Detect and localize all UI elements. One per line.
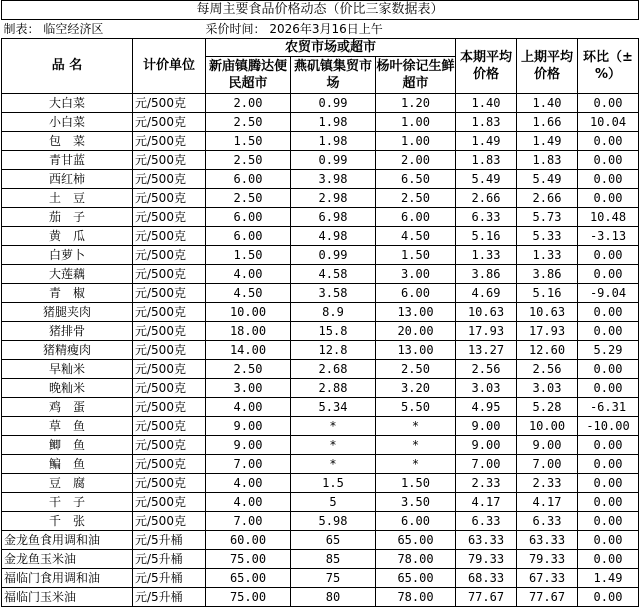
current-avg: 1.33	[456, 246, 517, 265]
survey-time: 采价时间： 2026年3月16日上午	[206, 20, 639, 39]
market3-price: 6.00	[376, 512, 456, 531]
table-row	[2, 531, 639, 550]
unit: 元/5升桶	[133, 588, 206, 607]
change-percent: 0.00	[578, 493, 639, 512]
market1-price: 6.00	[206, 208, 291, 227]
item-name: 豆 腐	[2, 474, 133, 493]
market3-price: 6.00	[376, 284, 456, 303]
unit: 元/500克	[133, 284, 206, 303]
market2-price: 1.5	[291, 474, 376, 493]
previous-avg: 2.56	[517, 360, 578, 379]
change-percent: -9.04	[578, 284, 639, 303]
header-name: 品 名	[2, 39, 133, 94]
table-row	[2, 341, 639, 360]
market1-price: 2.00	[206, 94, 291, 113]
change-percent: 10.48	[578, 208, 639, 227]
unit: 元/500克	[133, 208, 206, 227]
table-row	[2, 208, 639, 227]
item-name: 草 鱼	[2, 417, 133, 436]
market2-price: 65	[291, 531, 376, 550]
market3-price: 65.00	[376, 569, 456, 588]
change-percent: 0.00	[578, 474, 639, 493]
current-avg: 7.00	[456, 455, 517, 474]
table-row	[2, 455, 639, 474]
table-row	[2, 227, 639, 246]
current-avg: 63.33	[456, 531, 517, 550]
change-percent: 0.00	[578, 170, 639, 189]
market3-price: *	[376, 417, 456, 436]
current-avg: 5.49	[456, 170, 517, 189]
market3-price: 3.00	[376, 265, 456, 284]
unit: 元/500克	[133, 322, 206, 341]
previous-avg: 1.66	[517, 113, 578, 132]
table-row	[2, 588, 639, 607]
change-percent: 0.00	[578, 265, 639, 284]
unit: 元/500克	[133, 455, 206, 474]
current-avg: 4.69	[456, 284, 517, 303]
current-avg: 1.83	[456, 113, 517, 132]
market1-price: 75.00	[206, 550, 291, 569]
header-market3: 杨叶徐记生鲜超市	[376, 57, 456, 94]
market1-price: 10.00	[206, 303, 291, 322]
previous-avg: 10.63	[517, 303, 578, 322]
unit: 元/500克	[133, 265, 206, 284]
item-name: 白萝卜	[2, 246, 133, 265]
table-row	[2, 265, 639, 284]
table-row	[2, 284, 639, 303]
previous-avg: 17.93	[517, 322, 578, 341]
previous-avg: 1.33	[517, 246, 578, 265]
current-avg: 68.33	[456, 569, 517, 588]
current-avg: 6.33	[456, 208, 517, 227]
unit: 元/500克	[133, 436, 206, 455]
item-name: 小白菜	[2, 113, 133, 132]
market1-price: 4.50	[206, 284, 291, 303]
market2-price: 8.9	[291, 303, 376, 322]
item-name: 猪排骨	[2, 322, 133, 341]
market2-price: 12.8	[291, 341, 376, 360]
change-percent: 0.00	[578, 151, 639, 170]
market3-price: 3.20	[376, 379, 456, 398]
previous-avg: 77.67	[517, 588, 578, 607]
market3-price: 2.50	[376, 189, 456, 208]
market2-price: 1.98	[291, 113, 376, 132]
change-percent: -10.00	[578, 417, 639, 436]
item-name: 金龙鱼玉米油	[2, 550, 133, 569]
previous-avg: 4.17	[517, 493, 578, 512]
market1-price: 2.50	[206, 360, 291, 379]
price-table	[1, 0, 639, 607]
market1-price: 7.00	[206, 455, 291, 474]
item-name: 福临门玉米油	[2, 588, 133, 607]
table-row	[2, 322, 639, 341]
previous-avg: 5.73	[517, 208, 578, 227]
market1-price: 3.00	[206, 379, 291, 398]
market2-price: *	[291, 417, 376, 436]
previous-avg: 1.83	[517, 151, 578, 170]
market3-price: 20.00	[376, 322, 456, 341]
current-avg: 1.40	[456, 94, 517, 113]
market3-price: *	[376, 436, 456, 455]
item-name: 鸡 蛋	[2, 398, 133, 417]
current-avg: 2.33	[456, 474, 517, 493]
previous-avg: 67.33	[517, 569, 578, 588]
market3-price: 1.00	[376, 132, 456, 151]
table-row	[2, 360, 639, 379]
table-row	[2, 379, 639, 398]
unit: 元/500克	[133, 474, 206, 493]
market1-price: 4.00	[206, 265, 291, 284]
previous-avg: 5.28	[517, 398, 578, 417]
change-percent: 0.00	[578, 94, 639, 113]
previous-avg: 5.49	[517, 170, 578, 189]
market1-price: 2.50	[206, 151, 291, 170]
header-unit: 计价单位	[133, 39, 206, 94]
market2-price: 1.98	[291, 132, 376, 151]
table-row	[2, 474, 639, 493]
header-market2: 燕矶镇集贸市场	[291, 57, 376, 94]
unit: 元/5升桶	[133, 550, 206, 569]
change-percent: 10.04	[578, 113, 639, 132]
current-avg: 3.03	[456, 379, 517, 398]
unit: 元/500克	[133, 189, 206, 208]
table-row	[2, 436, 639, 455]
market3-price: 78.00	[376, 550, 456, 569]
unit: 元/500克	[133, 341, 206, 360]
market3-price: 65.00	[376, 531, 456, 550]
current-avg: 3.86	[456, 265, 517, 284]
market1-price: 4.00	[206, 493, 291, 512]
change-percent: 0.00	[578, 512, 639, 531]
market3-price: 1.50	[376, 246, 456, 265]
previous-avg: 2.33	[517, 474, 578, 493]
market3-price: 13.00	[376, 341, 456, 360]
market2-price: 0.99	[291, 151, 376, 170]
current-avg: 1.83	[456, 151, 517, 170]
previous-avg: 1.49	[517, 132, 578, 151]
table-row	[2, 569, 639, 588]
current-avg: 5.16	[456, 227, 517, 246]
market1-price: 9.00	[206, 417, 291, 436]
table-row	[2, 303, 639, 322]
market1-price: 7.00	[206, 512, 291, 531]
previous-avg: 9.00	[517, 436, 578, 455]
market2-price: 3.98	[291, 170, 376, 189]
item-name: 鲫 鱼	[2, 436, 133, 455]
table-row	[2, 189, 639, 208]
current-avg: 17.93	[456, 322, 517, 341]
table-row	[2, 113, 639, 132]
change-percent: 0.00	[578, 360, 639, 379]
table-row	[2, 246, 639, 265]
change-percent: 0.00	[578, 322, 639, 341]
market1-price: 2.50	[206, 113, 291, 132]
market2-price: 80	[291, 588, 376, 607]
item-name: 猪腿夹肉	[2, 303, 133, 322]
unit: 元/500克	[133, 94, 206, 113]
market2-price: 5	[291, 493, 376, 512]
header-market1: 新庙镇腾达便民超市	[206, 57, 291, 94]
item-name: 晚籼米	[2, 379, 133, 398]
previous-avg: 5.33	[517, 227, 578, 246]
market1-price: 4.00	[206, 398, 291, 417]
previous-avg: 79.33	[517, 550, 578, 569]
unit: 元/500克	[133, 132, 206, 151]
previous-avg: 5.16	[517, 284, 578, 303]
market1-price: 60.00	[206, 531, 291, 550]
market3-price: 5.50	[376, 398, 456, 417]
market3-price: 13.00	[376, 303, 456, 322]
market2-price: 0.99	[291, 94, 376, 113]
table-row	[2, 170, 639, 189]
market2-price: 2.88	[291, 379, 376, 398]
table-row	[2, 132, 639, 151]
current-avg: 4.17	[456, 493, 517, 512]
market1-price: 6.00	[206, 227, 291, 246]
header-previous-avg: 上期平均价格	[517, 39, 578, 94]
item-name: 包 菜	[2, 132, 133, 151]
header-change: 环比（±%）	[578, 39, 639, 94]
unit: 元/500克	[133, 493, 206, 512]
market3-price: 2.50	[376, 360, 456, 379]
table-row	[2, 550, 639, 569]
market3-price: 4.50	[376, 227, 456, 246]
previous-avg: 6.33	[517, 512, 578, 531]
unit: 元/500克	[133, 113, 206, 132]
table-row	[2, 417, 639, 436]
item-name: 黄 瓜	[2, 227, 133, 246]
change-percent: 0.00	[578, 550, 639, 569]
item-name: 千 张	[2, 512, 133, 531]
item-name: 猪精瘦肉	[2, 341, 133, 360]
unit: 元/500克	[133, 151, 206, 170]
header-current-avg: 本期平均价格	[456, 39, 517, 94]
market2-price: 6.98	[291, 208, 376, 227]
table-row	[2, 493, 639, 512]
market2-price: 4.58	[291, 265, 376, 284]
market1-price: 4.00	[206, 474, 291, 493]
market2-price: 15.8	[291, 322, 376, 341]
market1-price: 2.50	[206, 189, 291, 208]
previous-avg: 12.60	[517, 341, 578, 360]
market1-price: 14.00	[206, 341, 291, 360]
current-avg: 79.33	[456, 550, 517, 569]
change-percent: 1.49	[578, 569, 639, 588]
current-avg: 4.95	[456, 398, 517, 417]
previous-avg: 7.00	[517, 455, 578, 474]
table-row	[2, 512, 639, 531]
item-name: 大白菜	[2, 94, 133, 113]
item-name: 西红柿	[2, 170, 133, 189]
change-percent: 0.00	[578, 303, 639, 322]
market2-price: 5.34	[291, 398, 376, 417]
unit: 元/500克	[133, 303, 206, 322]
change-percent: 0.00	[578, 588, 639, 607]
header-market-group: 农贸市场或超市	[206, 39, 456, 57]
change-percent: 0.00	[578, 436, 639, 455]
market2-price: 2.98	[291, 189, 376, 208]
current-avg: 2.56	[456, 360, 517, 379]
change-percent: -6.31	[578, 398, 639, 417]
market2-price: 3.58	[291, 284, 376, 303]
change-percent: 0.00	[578, 531, 639, 550]
market1-price: 6.00	[206, 170, 291, 189]
market3-price: *	[376, 455, 456, 474]
market3-price: 3.50	[376, 493, 456, 512]
market3-price: 6.00	[376, 208, 456, 227]
market3-price: 6.50	[376, 170, 456, 189]
market3-price: 1.20	[376, 94, 456, 113]
market3-price: 78.00	[376, 588, 456, 607]
market1-price: 1.50	[206, 246, 291, 265]
market1-price: 18.00	[206, 322, 291, 341]
change-percent: 0.00	[578, 246, 639, 265]
market2-price: 75	[291, 569, 376, 588]
unit: 元/500克	[133, 379, 206, 398]
market2-price: 2.68	[291, 360, 376, 379]
current-avg: 13.27	[456, 341, 517, 360]
market1-price: 1.50	[206, 132, 291, 151]
current-avg: 10.63	[456, 303, 517, 322]
item-name: 金龙鱼食用调和油	[2, 531, 133, 550]
market2-price: 4.98	[291, 227, 376, 246]
item-name: 大莲藕	[2, 265, 133, 284]
table-row	[2, 398, 639, 417]
maker-label: 制表： 临空经济区	[2, 20, 206, 39]
table-title: 每周主要食品价格动态（价比三家数据表）	[2, 1, 639, 20]
market1-price: 9.00	[206, 436, 291, 455]
unit: 元/5升桶	[133, 531, 206, 550]
current-avg: 6.33	[456, 512, 517, 531]
market2-price: 5.98	[291, 512, 376, 531]
item-name: 福临门食用调和油	[2, 569, 133, 588]
table-row	[2, 151, 639, 170]
unit: 元/500克	[133, 360, 206, 379]
previous-avg: 3.03	[517, 379, 578, 398]
unit: 元/500克	[133, 227, 206, 246]
market3-price: 1.00	[376, 113, 456, 132]
unit: 元/500克	[133, 246, 206, 265]
market3-price: 1.50	[376, 474, 456, 493]
item-name: 青 椒	[2, 284, 133, 303]
change-percent: 0.00	[578, 132, 639, 151]
item-name: 青甘蓝	[2, 151, 133, 170]
current-avg: 2.66	[456, 189, 517, 208]
unit: 元/500克	[133, 170, 206, 189]
item-name: 干 子	[2, 493, 133, 512]
current-avg: 1.49	[456, 132, 517, 151]
item-name: 茄 子	[2, 208, 133, 227]
item-name: 鳊 鱼	[2, 455, 133, 474]
current-avg: 9.00	[456, 436, 517, 455]
market2-price: 0.99	[291, 246, 376, 265]
previous-avg: 10.00	[517, 417, 578, 436]
market3-price: 2.00	[376, 151, 456, 170]
previous-avg: 63.33	[517, 531, 578, 550]
unit: 元/500克	[133, 417, 206, 436]
unit: 元/500克	[133, 398, 206, 417]
change-percent: 5.29	[578, 341, 639, 360]
market2-price: *	[291, 436, 376, 455]
unit: 元/5升桶	[133, 569, 206, 588]
previous-avg: 3.86	[517, 265, 578, 284]
market1-price: 75.00	[206, 588, 291, 607]
current-avg: 9.00	[456, 417, 517, 436]
table-row	[2, 94, 639, 113]
change-percent: 0.00	[578, 379, 639, 398]
previous-avg: 2.66	[517, 189, 578, 208]
current-avg: 77.67	[456, 588, 517, 607]
change-percent: 0.00	[578, 455, 639, 474]
unit: 元/500克	[133, 512, 206, 531]
item-name: 早籼米	[2, 360, 133, 379]
market1-price: 65.00	[206, 569, 291, 588]
market2-price: 85	[291, 550, 376, 569]
item-name: 土 豆	[2, 189, 133, 208]
market2-price: *	[291, 455, 376, 474]
change-percent: -3.13	[578, 227, 639, 246]
change-percent: 0.00	[578, 189, 639, 208]
previous-avg: 1.40	[517, 94, 578, 113]
